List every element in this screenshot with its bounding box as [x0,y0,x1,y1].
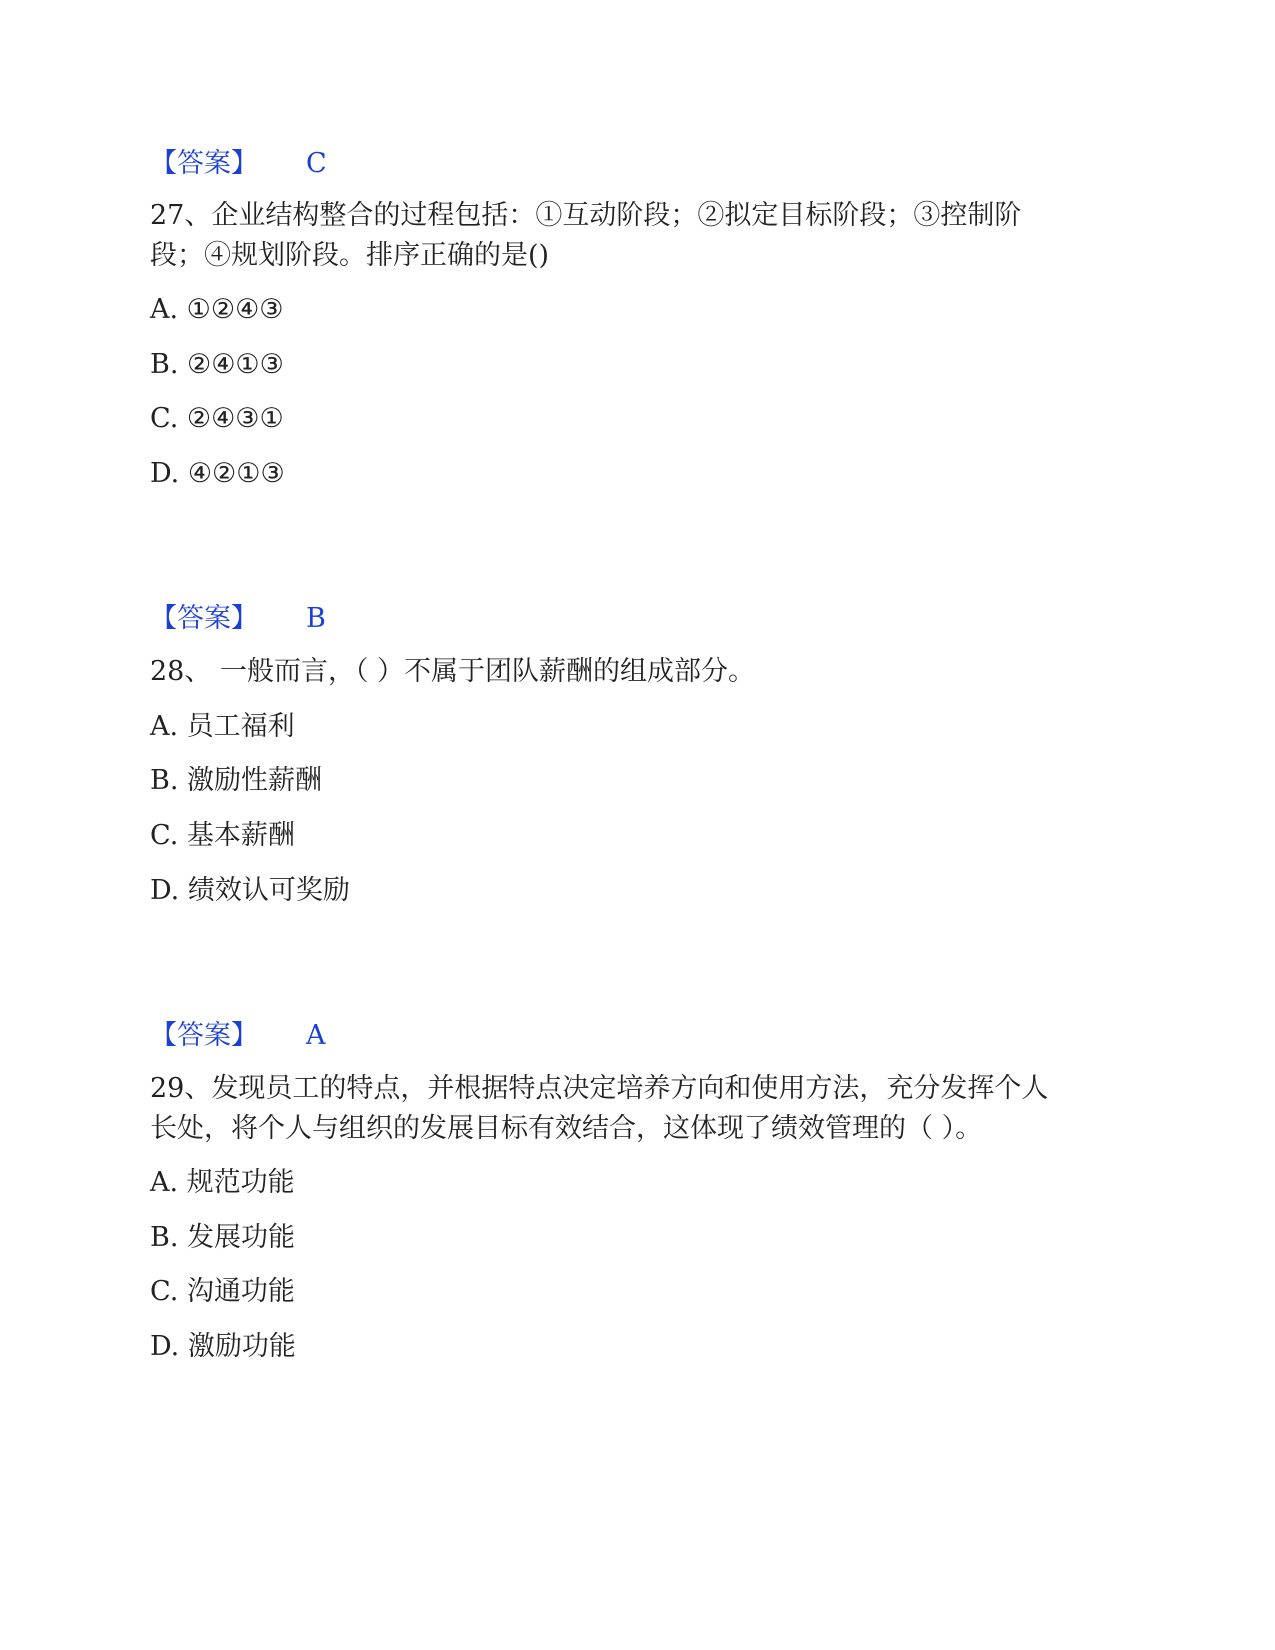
option-a: A. 员工福利 [150,711,295,742]
option-d: D. 绩效认可奖励 [150,875,350,906]
answer-label: 【答案】 [150,1020,258,1051]
answer-label: 【答案】 [150,148,258,179]
answer-line [150,144,327,184]
question-text-line: 29、发现员工的特点，并根据特点决定培养方向和使用方法，充分发挥个人 [150,1073,1049,1104]
answer-line [150,1016,326,1056]
question-text-line: 长处，将个人与组织的发展目标有效结合，这体现了绩效管理的（ ）。 [150,1113,983,1144]
option-c: C. 沟通功能 [150,1276,295,1307]
option-a: A. ①②④③ [150,294,284,325]
answer-value: C [306,148,327,179]
question-text-line: 27、企业结构整合的过程包括：①互动阶段；②拟定目标阶段；③控制阶 [150,200,1022,231]
option-b: B. 激励性薪酬 [150,765,323,796]
answer-value: A [306,1020,326,1051]
answer-label: 【答案】 [150,603,258,634]
option-d: D. 激励功能 [150,1331,296,1362]
option-b: B. 发展功能 [150,1222,296,1253]
option-a: A. 规范功能 [150,1167,295,1198]
option-d: D. ④②①③ [150,458,285,489]
answer-line [150,599,326,639]
question-text-line: 28、 一般而言，（ ）不属于团队薪酬的组成部分。 [150,656,756,687]
question-text-line: 段；④规划阶段。排序正确的是() [150,240,550,271]
answer-value: B [306,603,326,634]
option-c: C. 基本薪酬 [150,820,295,851]
option-c: C. ②④③① [150,403,284,434]
option-b: B. ②④①③ [150,349,284,380]
